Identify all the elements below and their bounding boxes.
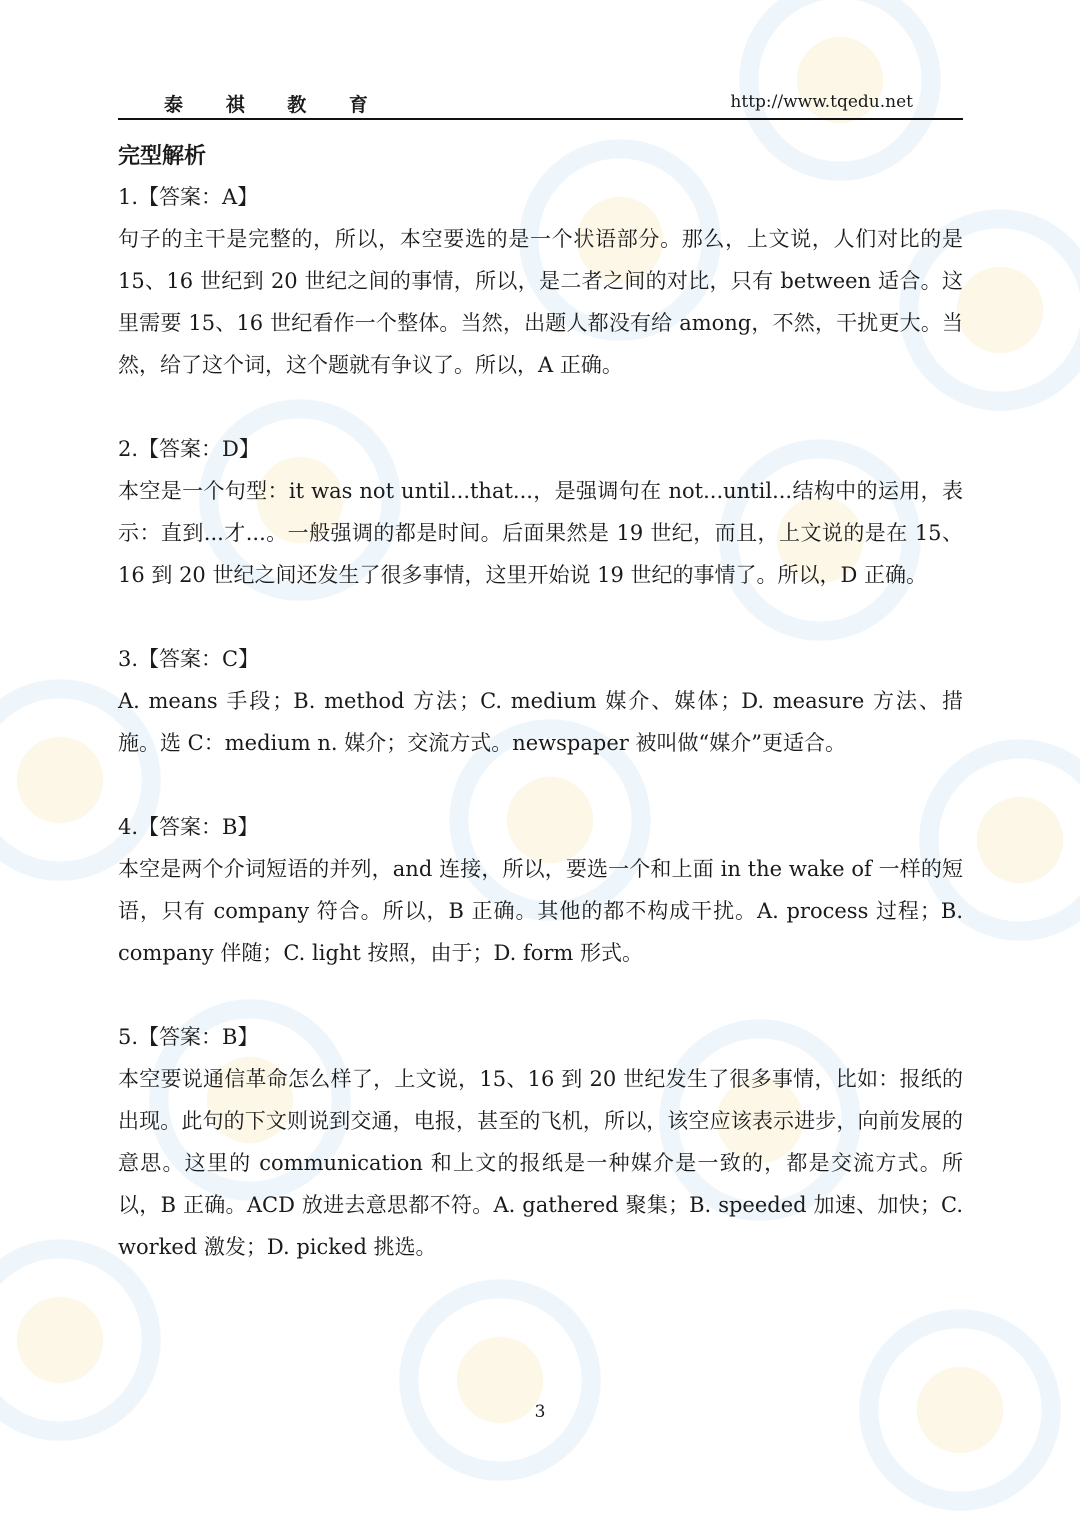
answer-block: [118, 176, 963, 386]
header-org-name: 泰 祺 教 育: [164, 94, 386, 116]
answer-block: [118, 428, 963, 596]
answer-explanation: 本空是一个句型：it was not until...that...，是强调句在 not...until...结构中的运用，表示：直到...才...。一般强调的都是时间。后面果然是 19 世纪，而且，上文说的是在 15、16 到 20 世纪之间还发生了很多事情，这里开始说 19 世纪的事情了。所以，D 正确。: [118, 479, 963, 587]
page-number: 3: [534, 1402, 546, 1422]
spacer: [118, 764, 963, 806]
answer-block: [118, 806, 963, 974]
page-header: [118, 86, 963, 120]
section-title: 完型解析: [118, 144, 207, 169]
answer-explanation: A. means 手段；B. method 方法；C. medium 媒介、媒体；D. measure 方法、措施。选 C：medium n. 媒介；交流方式。newspaper 被叫做“媒介”更适合。: [118, 689, 963, 755]
answer-heading: 2.【答案：D】: [118, 437, 260, 461]
watermark-logo: [380, 1260, 620, 1500]
answer-block: [118, 638, 963, 764]
spacer: [118, 974, 963, 1016]
answer-explanation: 本空要说通信革命怎么样了，上文说，15、16 到 20 世纪发生了很多事情，比如：报纸的出现。此句的下文则说到交通，电报，甚至的飞机，所以，该空应该表示进步，向前发展的意思。这里的 communication 和上文的报纸是一种媒介是一致的，都是交流方式。所以，B 正确。ACD 放进去意思都不符。A. gathered 聚集；B. speeded 加速、加快；C. worked 激发；D. picked 挑选。: [118, 1067, 963, 1259]
answer-heading: 1.【答案：A】: [118, 185, 259, 209]
answer-heading: 3.【答案：C】: [118, 647, 260, 671]
header-url[interactable]: http://www.tqedu.net: [730, 92, 913, 112]
answer-heading: 4.【答案：B】: [118, 815, 259, 839]
spacer: [118, 386, 963, 428]
answer-heading: 5.【答案：B】: [118, 1025, 259, 1049]
spacer: [118, 596, 963, 638]
answer-block: [118, 1016, 963, 1268]
answer-explanation: 本空是两个介词短语的并列，and 连接，所以，要选一个和上面 in the wake of 一样的短语，只有 company 符合。所以，B 正确。其他的都不构成干扰。A. process 过程；B. company 伴随；C. light 按照，由于；D. form 形式。: [118, 857, 963, 965]
answer-explanation: 句子的主干是完整的，所以，本空要选的是一个状语部分。那么，上文说，人们对比的是 15、16 世纪到 20 世纪之间的事情，所以，是二者之间的对比，只有 between 适合。这里需要 15、16 世纪看作一个整体。当然，出题人都没有给 among，不然，干扰更大。当然，给了这个词，这个题就有争议了。所以，A 正确。: [118, 227, 963, 377]
document-body: [118, 138, 963, 1268]
